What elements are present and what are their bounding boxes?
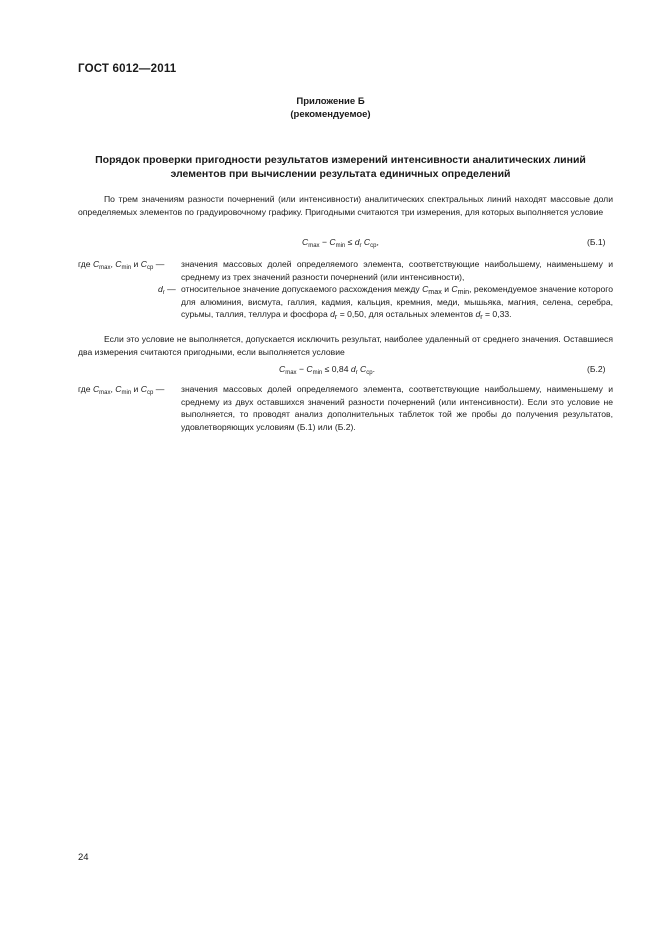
formula-b2-sub-cp: ср: [366, 370, 373, 376]
formula-b2-d: d: [350, 364, 356, 374]
var-d: d: [158, 284, 163, 294]
sub-r: r: [480, 313, 483, 322]
formula-b1-sub-r: r: [359, 243, 362, 249]
formula-b1-d: d: [354, 237, 360, 247]
separator: ,: [110, 259, 116, 269]
definition-text-dr: [181, 283, 613, 321]
var-c: C: [115, 384, 122, 394]
formula-b1-c-max: C: [302, 237, 309, 247]
formula-b1-tail: ,: [376, 237, 379, 247]
page-number: 24: [78, 852, 89, 863]
definition-term-dr: [158, 283, 176, 296]
formula-b2-c-min: C: [306, 364, 313, 374]
sub-max: max: [99, 390, 111, 396]
formula-b1-c-min: C: [329, 237, 336, 247]
definition-text-c-1: значения массовых долей определяемого элемента, соответствующие наибольшему, наименьшему и среднему из трех значений разности почернений (или интенсивности),: [181, 259, 613, 282]
var-d: d: [330, 309, 335, 320]
definition-term-c-2: [78, 383, 164, 396]
equation-number-b2: (Б.2): [587, 364, 606, 374]
formula-b2-sub-min: min: [312, 370, 323, 376]
formula-b1-sub-cp: ср: [370, 243, 377, 249]
formula-b1-sub-min: min: [335, 243, 346, 249]
sub-cp: ср: [146, 265, 154, 271]
intro-paragraph: По трем значениям разности почернений (или интенсивности) аналитических спектральных линий находят массовые доли определяемых элементов по градуировочному графику. Пригодными считаются три измерения, для которых выполняется условие: [78, 194, 613, 217]
appendix-label: Приложение Б: [296, 96, 365, 107]
sub-max: max: [99, 265, 111, 271]
var-c: C: [422, 284, 429, 294]
section-title-line-2: элементов при вычислении результата единичных определений: [170, 168, 511, 180]
document-code: ГОСТ 6012—2011: [78, 63, 177, 75]
formula-b2-c-max: C: [279, 364, 286, 374]
formula-b2-tail: .: [372, 364, 375, 374]
definition-term-c-1: [78, 258, 164, 271]
formula-b2-sub-r: r: [355, 370, 358, 376]
formula-b2-c-cp: C: [360, 364, 367, 374]
conjunction-and: и: [131, 384, 141, 394]
formula-b2-le: ≤ 0,84: [322, 364, 351, 374]
formula-b1-minus: −: [319, 237, 330, 247]
separator: ,: [110, 384, 116, 394]
formula-b2: [279, 364, 375, 374]
var-c: C: [92, 384, 100, 394]
dr-text-a: относительное значение допускаемого расхождения между: [181, 284, 423, 294]
equation-number-b1: (Б.1): [587, 237, 606, 247]
definition-text-c-2: значения массовых долей определяемого элемента, соответствующие наибольшему, наименьшему и среднему из двух оставшихся значений разности почернений (или интенсивности). Если это условие не выполняется, то проводят анализ дополнительных таблеток той же пробы до получения результатов, удовлетворяющих условиям (Б.1) или (Б.2).: [181, 384, 613, 432]
formula-b1-sub-max: max: [308, 243, 320, 249]
formula-b1: [302, 237, 379, 247]
formula-b1-le: ≤: [345, 237, 355, 247]
dr-text-b: , рекомендуемое значение которого для алюминия, висмута, галлия, кадмия, кальция, кремния, меди, мышьяка, магния, селена, серебра, сурьмы, таллия, теллура и фосфора: [181, 284, 614, 320]
sub-r: r: [162, 290, 165, 296]
section-title-line-1: Порядок проверки пригодности результатов измерений интенсивности аналитических линий: [95, 154, 586, 166]
where-prefix-1: где: [78, 259, 93, 269]
definition-dash: —: [153, 384, 165, 394]
var-c: C: [451, 284, 458, 294]
var-d: d: [475, 309, 481, 320]
definition-dash: —: [153, 259, 165, 269]
sub-min: min: [121, 390, 132, 396]
var-c: C: [92, 259, 100, 269]
section-title: [60, 153, 621, 181]
var-c: C: [140, 259, 147, 269]
conjunction-and: и: [131, 259, 141, 269]
sub-max: max: [428, 288, 442, 296]
formula-b2-sub-max: max: [285, 370, 297, 376]
condition-paragraph: Если это условие не выполняется, допускается исключить результат, наиболее удаленный от среднего значения. Оставшиеся два измерения считаются пригодными, если выполняется условие: [78, 334, 613, 357]
dr-value-a: = 0,50, для остальных элементов: [337, 309, 476, 320]
formula-b2-minus: −: [296, 364, 307, 374]
var-c: C: [140, 384, 147, 394]
conjunction-and: и: [441, 284, 452, 294]
var-c: C: [115, 259, 122, 269]
sub-r: r: [334, 313, 338, 322]
dr-value-b: = 0,33.: [482, 309, 512, 320]
appendix-status: (рекомендуемое): [290, 109, 371, 120]
sub-min: min: [121, 265, 132, 271]
formula-b1-c-cp: C: [363, 237, 371, 247]
sub-min: min: [457, 288, 470, 296]
definition-dash: —: [164, 284, 176, 294]
where-prefix-2: где: [78, 384, 93, 394]
sub-cp: ср: [146, 390, 154, 396]
